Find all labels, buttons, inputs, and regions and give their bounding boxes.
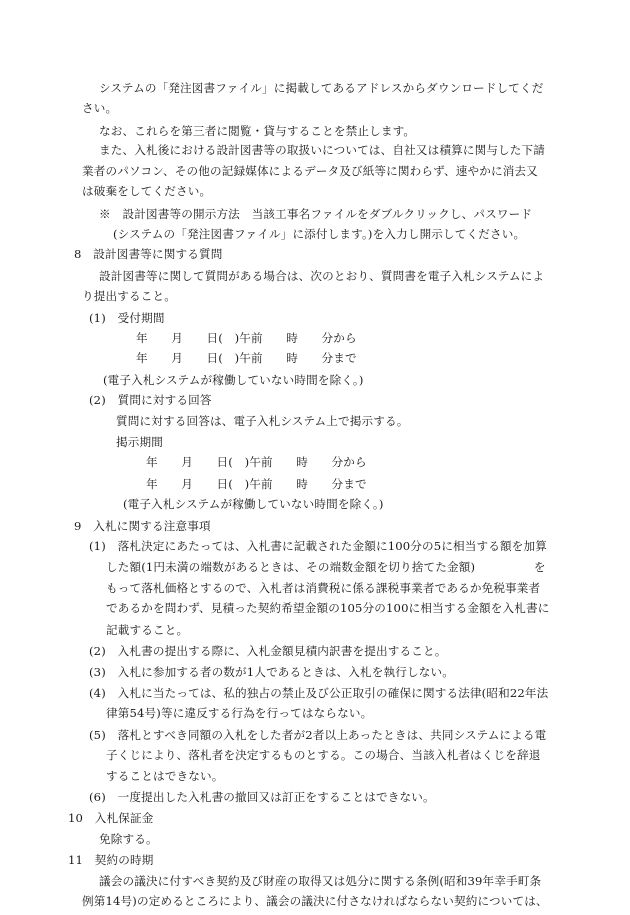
subsection-heading: (1) 受付期間 [89,310,165,325]
text-line: 議会の議決に付すべき契約及び財産の取得又は処分に関する条例(昭和39年幸手町条 [99,873,542,888]
text-line: 子くじにより、落札者を決定するものとする。この場合、当該入札者はくじを辞退 [106,748,541,763]
subsection-heading: (2) 質問に対する回答 [89,393,212,408]
text-line: (1) 落札決定にあたっては、入札書に記載された金額に100分の5に相当する額を加算 [89,539,548,553]
section-heading: 9 入札に関する注意事項 [74,518,211,533]
text-line: (3) 入札に参加する者の数が1人であるときは、入札を執行しない。 [89,664,454,679]
text-line: (4) 入札に当たっては、私的独占の禁止及び公正取引の確保に関する法律(昭和22年法 [89,685,549,700]
text-line: さい。 [82,101,118,116]
date-line: 年 月 日( )午前 時 分から [146,455,367,470]
text-line: した額(1円未満の端数があるときは、その端数金額を切り捨てた金額) を [106,560,546,575]
text-line: 免除する。 [99,831,158,846]
text-line: 律第54号)等に違反する行為を行ってはならない。 [106,706,373,721]
text-line: 記載すること。 [106,622,189,637]
text-line: (6) 一度提出した入札書の撤回又は訂正をすることはできない。 [89,789,435,804]
text-line: は破棄をしてください。 [82,184,212,199]
section-heading: 11 契約の時期 [68,853,154,868]
section-heading: 10 入札保証金 [68,811,154,826]
date-line: 年 月 日( )午前 時 分まで [136,351,357,366]
text-line: 質問に対する回答は、電子入札システム上で掲示する。 [116,413,409,428]
text-line: もって落札価格とするので、入札者は消費税に係る課税事業者であるか免税事業者 [106,580,541,595]
date-line: 年 月 日( )午前 時 分から [136,330,357,345]
text-line: また、入札後における設計図書等の取扱いについては、自社又は積算に関与した下請 [99,143,546,158]
text-line: 業者のパソコン、その他の記録媒体によるデータ及び紙等に関わらず、速やかに消去又 [82,163,538,178]
text-line: り提出すること。 [82,289,176,304]
text-line: (電子入札システムが稼働していない時間を除く。) [103,372,364,387]
section-heading: 8 設計図書等に関する質問 [74,247,223,262]
text-line: ※ 設計図書等の開示方法 当該工事名ファイルをダブルクリックし、パスワード [99,206,533,221]
text-line: 設計図書等に関して質問がある場合は、次のとおり、質問書を電子入札システムによ [99,268,545,283]
text-line: 例第14号)の定めるところにより、議会の議決に付さなければならない契約については、 [82,894,548,908]
text-line: であるかを問わず、見積った契約希望金額の105分の100に相当する金額を入札書に [106,601,550,616]
text-line: (システムの「発注図書ファイル」に添付します。)を入力し開示してください。 [113,226,526,241]
date-line: 年 月 日( )午前 時 分まで [146,476,367,491]
text-line: (5) 落札とすべき同額の入札をした者が2者以上あったときは、共同システムによる電 [89,727,547,742]
text-line: 掲示期間 [116,435,163,449]
text-line: (電子入札システムが稼働していない時間を除く。) [123,497,384,512]
text-line: なお、これらを第三者に閲覧・貸与することを禁止します。 [99,123,416,138]
text-line: システムの「発注図書ファイル」に掲載してあるアドレスからダウンロードしてくだ [99,81,544,95]
text-line: (2) 入札書の提出する際に、入札金額見積内訳書を提出すること。 [89,644,447,659]
text-line: することはできない。 [106,768,224,783]
